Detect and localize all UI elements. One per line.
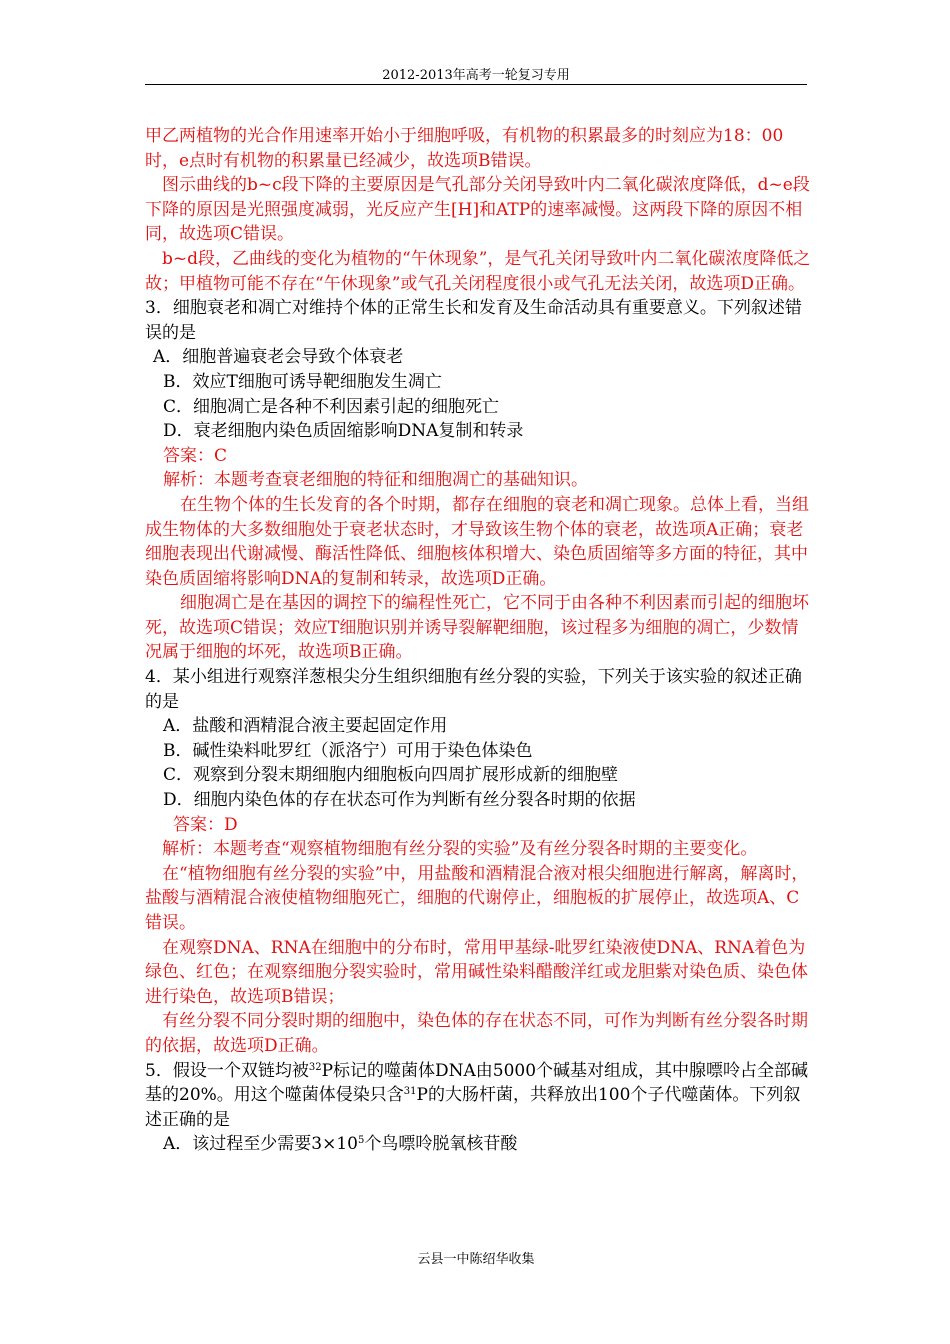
question-4-explanation: 有丝分裂不同分裂时期的细胞中，染色体的存在状态不同，可作为判断有丝分裂各时期的依据，故选项D正确。 [145,1011,808,1056]
paragraph: b~d段，乙曲线的变化为植物的“午休现象”，是气孔关闭导致叶内二氧化碳浓度降低之故；甲植物可能不存在“午休现象”或气孔关闭程度很小或气孔无法关闭，故选项D正确。 [145,248,811,294]
question-3-option-c: C．细胞凋亡是各种不利因素引起的细胞死亡 [163,396,500,417]
question-3-explanation: 在生物个体的生长发育的各个时期，都存在细胞的衰老和凋亡现象。总体上看，当组成生物体的大多数细胞处于衰老状态时，才导致该生物个体的衰老，故选项A正确；衰老细胞表现出代谢减慢、酶活性降低、细胞核体积增大、染色质固缩等多方面的特征，其中染色质固缩将影响DNA的复制和转录，故选项D正确。 [145,494,809,589]
question-5-stem [145,1059,813,1133]
question-4-explanation: 在“植物细胞有丝分裂的实验”中，用盐酸和酒精混合液对根尖细胞进行解离，解离时，盐酸与酒精混合液使植物细胞死亡，细胞的代谢停止，细胞板的扩展停止，故选项A、C错误。 [145,863,809,933]
text-run: P的大肠杆菌，共释放出100个子代噬菌体。下列叙述正确的是 [145,1085,801,1130]
question-3-answer: 答案：C [163,445,228,466]
superscript: 31 [403,1086,417,1098]
text-run: A．该过程至少需要3×10 [163,1134,358,1155]
question-4-option-c: C．观察到分裂末期细胞内细胞板向四周扩展形成新的细胞壁 [163,765,619,786]
question-4-answer: 答案：D [173,814,238,835]
paragraph: 甲乙两植物的光合作用速率开始小于细胞呼吸，有机物的积累最多的时刻应为18：00时，e点时有机物的积累量已经减少，故选项B错误。 [145,126,784,171]
question-3-analysis: 解析：本题考查衰老细胞的特征和细胞凋亡的基础知识。 [163,470,588,491]
question-4-analysis: 解析：本题考查“观察植物细胞有丝分裂的实验”及有丝分裂各时期的主要变化。 [162,839,758,860]
question-4-explanation: 在观察DNA、RNA在细胞中的分布时，常用甲基绿-吡罗红染液使DNA、RNA着色为绿色、红色；在观察细胞分裂实验时，常用碱性染料醋酸洋红或龙胆紫对染色质、染色体进行染色，故选项B错误； [145,937,808,1007]
document-body [145,124,813,1157]
superscript: 32 [308,1061,322,1073]
question-3-explanation: 细胞凋亡是在基因的调控下的编程性死亡，它不同于由各种不利因素而引起的细胞坏死，故选项C错误；效应T细胞识别并诱导裂解靶细胞，该过程多为细胞的凋亡，少数情况属于细胞的坏死，故选项B正确。 [145,593,809,663]
question-4-option-b: B．碱性染料吡罗红（派洛宁）可用于染色体染色 [163,740,533,761]
question-3-option-b: B．效应T细胞可诱导靶细胞发生凋亡 [163,371,442,392]
question-3-stem: 3．细胞衰老和凋亡对维持个体的正常生长和发育及生命活动具有重要意义。下列叙述错误的是 [145,298,802,343]
paragraph: 图示曲线的b~c段下降的主要原因是气孔部分关闭导致叶内二氧化碳浓度降低，d~e段下降的原因是光照强度减弱，光反应产生[H]和ATP的速率减慢。这两段下降的原因不相同，故选项C错误。 [145,175,810,245]
text-run: 个鸟嘌呤脱氧核苷酸 [364,1134,518,1155]
text-run: 5．假设一个双链均被 [145,1060,309,1081]
question-4-option-d: D．细胞内染色体的存在状态可作为判断有丝分裂各时期的依据 [163,790,636,811]
superscript: 5 [357,1135,365,1147]
question-3-option-a: A．细胞普遍衰老会导致个体衰老 [153,347,404,368]
page-footer: 云县一中陈绍华收集 [417,1252,535,1267]
header-rule [145,84,807,85]
question-4-stem: 4．某小组进行观察洋葱根尖分生组织细胞有丝分裂的实验，下列关于该实验的叙述正确的是 [145,667,802,712]
text-run: P标记的噬菌体DNA由5000个碱基对组成，其中腺嘌呤占全部碱基的20%。用这个噬菌体侵染只含 [145,1060,809,1106]
question-4-option-a: A．盐酸和酒精混合液主要起固定作用 [163,716,448,737]
question-5-option-a [145,1132,813,1157]
question-3-option-d: D．衰老细胞内染色质固缩影响DNA复制和转录 [163,421,524,442]
page-header: 2012-2013年高考一轮复习专用 [382,68,570,83]
